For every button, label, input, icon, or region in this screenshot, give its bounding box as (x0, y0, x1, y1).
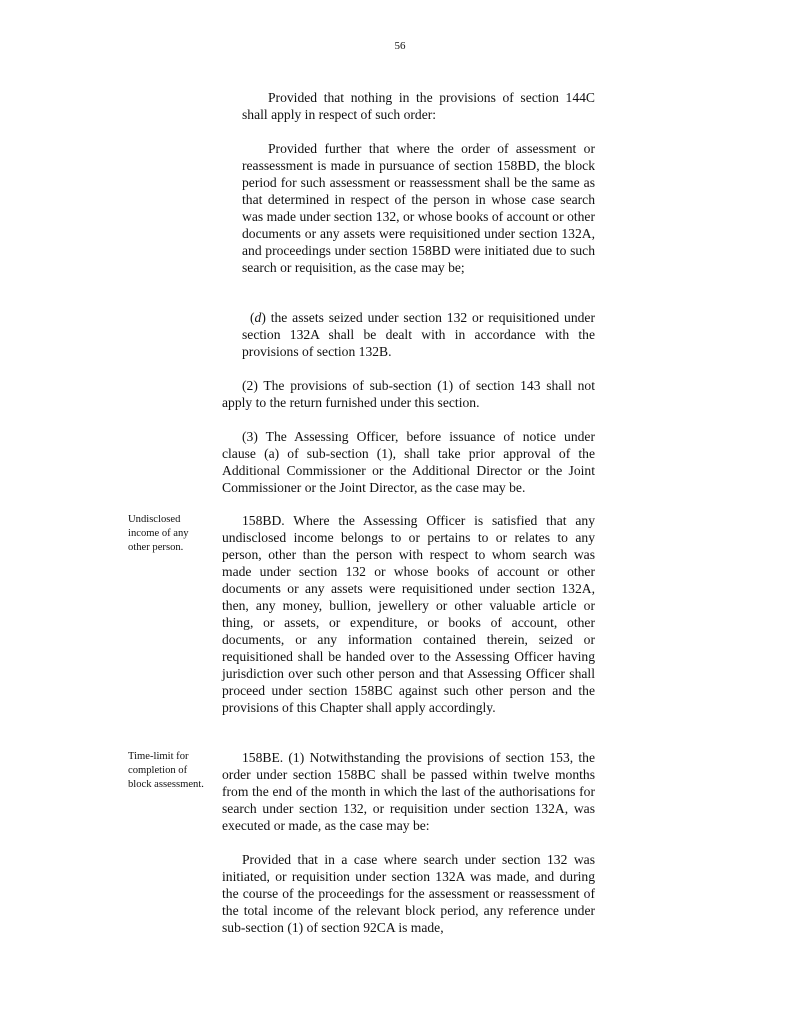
margin-note-158bd: Undisclosed income of any other person. (128, 514, 189, 553)
clause-d-text: ) the assets seized under section 132 or requisitioned under section 132A shall be dealt with in accordance with the provisions of section 132B. (242, 310, 595, 359)
sub-section-2: (2) The provisions of sub-section (1) of section 143 shall not apply to the return furnished under this section. (222, 378, 595, 410)
section-158bd: 158BD. Where the Assessing Officer is satisfied that any undisclosed income belongs to or pertains to or relates to any person, other than the person with respect to whom search was made under section 132 or whose books of account or other documents or any assets were requisitioned under section 132A, then, any money, bullion, jewellery or other valuable article or thing, or assets, or expenditure, or books of account, other documents, or any information contained therein, seized or requisitioned shall be handed over to the Assessing Officer having jurisdiction over such other person and that Assessing Officer shall proceed under section 158BC against such other person and the provisions of this Chapter shall apply accordingly. (222, 513, 595, 715)
sub-section-3: (3) The Assessing Officer, before issuance of notice under clause (a) of sub-section (1), shall take prior approval of the Additional Commissioner or the Additional Director or the Joint Commissioner or the Joint Director, as the case may be. (222, 429, 595, 495)
proviso-144c: Provided that nothing in the provisions of section 144C shall apply in respect of such order: (242, 90, 595, 122)
clause-d-letter: d (254, 310, 262, 325)
clause-d-open: ( (250, 310, 255, 325)
section-158be-proviso: Provided that in a case where search under section 132 was initiated, or requisition under section 132A was made, and during the course of the proceedings for the assessment or reassessment of the total income of the relevant block period, any reference under sub-section (1) of section 92CA is made, (222, 852, 595, 935)
clause-d (242, 309, 595, 360)
page-number: 56 (394, 40, 406, 52)
margin-note-158be: Time-limit for completion of block assessment. (128, 751, 204, 790)
proviso-block-period: Provided further that where the order of assessment or reassessment is made in pursuance of section 158BD, the block period for such assessment or reassessment shall be the same as that determined in respect of the person in whose case search was made under section 132, or whose books of account or other documents or any assets were requisitioned under section 132A, and proceedings under section 158BD were initiated due to such search or requisition, as the case may be; (242, 141, 595, 275)
section-158be: 158BE. (1) Notwithstanding the provisions of section 153, the order under section 158BC shall be passed within twelve months from the end of the month in which the last of the authorisations for search under section 132, or requisition under section 132A, was executed or made, as the case may be: (222, 750, 595, 833)
